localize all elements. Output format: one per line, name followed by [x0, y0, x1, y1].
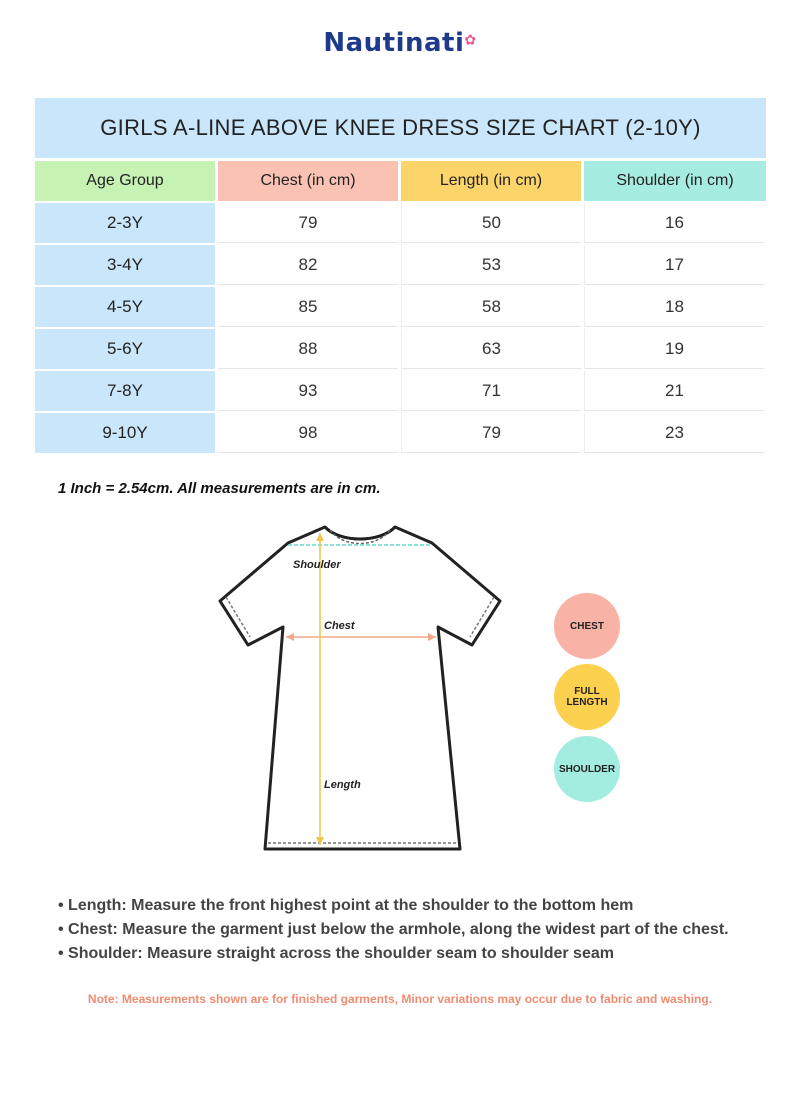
instruction-shoulder: • Shoulder: Measure straight across the shoulder seam to shoulder seam [58, 945, 614, 962]
shoulder-legend-label: SHOULDER [558, 763, 616, 775]
brand-logo [0, 28, 800, 58]
chest-legend-label: CHEST [570, 620, 604, 632]
chest-label: Chest [324, 620, 355, 632]
age-cell: 9-10Y [35, 413, 215, 453]
full-length-line1: FULL [574, 686, 600, 697]
length-label: Length [324, 779, 361, 791]
full-length-legend-label [566, 686, 607, 708]
shoulder-cell: 23 [584, 413, 764, 453]
table-row [35, 245, 766, 285]
chest-cell: 85 [218, 287, 398, 327]
length-cell: 53 [401, 245, 581, 285]
length-cell: 79 [401, 413, 581, 453]
table-row [35, 413, 766, 453]
shoulder-cell: 21 [584, 371, 764, 411]
chest-cell: 98 [218, 413, 398, 453]
logo-text: Nautinati [323, 28, 465, 58]
table-row [35, 371, 766, 411]
paw-icon: ✿ [464, 32, 477, 49]
header-age-group: Age Group [35, 161, 215, 201]
length-cell: 58 [401, 287, 581, 327]
header-shoulder: Shoulder (in cm) [584, 161, 766, 201]
shoulder-label: Shoulder [293, 559, 341, 571]
age-cell: 7-8Y [35, 371, 215, 411]
chest-cell: 82 [218, 245, 398, 285]
header-length: Length (in cm) [401, 161, 581, 201]
shoulder-cell: 19 [584, 329, 764, 369]
chest-legend-circle [554, 593, 620, 659]
table-row [35, 287, 766, 327]
measurement-instructions [58, 894, 788, 966]
chest-cell: 79 [218, 203, 398, 243]
footer-note: Note: Measurements shown are for finished garments, Minor variations may occur due to fabric and washing. [87, 992, 713, 1006]
table-row [35, 203, 766, 243]
age-cell: 5-6Y [35, 329, 215, 369]
full-length-legend-circle [554, 664, 620, 730]
shoulder-cell: 16 [584, 203, 764, 243]
chart-title: GIRLS A-LINE ABOVE KNEE DRESS SIZE CHART (2-10Y) [35, 98, 766, 158]
shoulder-legend-circle [554, 736, 620, 802]
length-cell: 63 [401, 329, 581, 369]
instruction-chest: • Chest: Measure the garment just below the armhole, along the widest part of the chest. [58, 921, 729, 938]
length-cell: 71 [401, 371, 581, 411]
chest-cell: 88 [218, 329, 398, 369]
length-cell: 50 [401, 203, 581, 243]
full-length-line2: LENGTH [566, 697, 608, 708]
table-row [35, 329, 766, 369]
header-chest: Chest (in cm) [218, 161, 398, 201]
conversion-note: 1 Inch = 2.54cm. All measurements are in cm. [58, 480, 381, 497]
shoulder-cell: 18 [584, 287, 764, 327]
instruction-length: • Length: Measure the front highest point at the shoulder to the bottom hem [58, 897, 634, 914]
shoulder-cell: 17 [584, 245, 764, 285]
dress-outline-icon [210, 515, 510, 865]
age-cell: 2-3Y [35, 203, 215, 243]
age-cell: 4-5Y [35, 287, 215, 327]
chest-cell: 93 [218, 371, 398, 411]
dress-measurement-diagram [210, 515, 510, 865]
age-cell: 3-4Y [35, 245, 215, 285]
